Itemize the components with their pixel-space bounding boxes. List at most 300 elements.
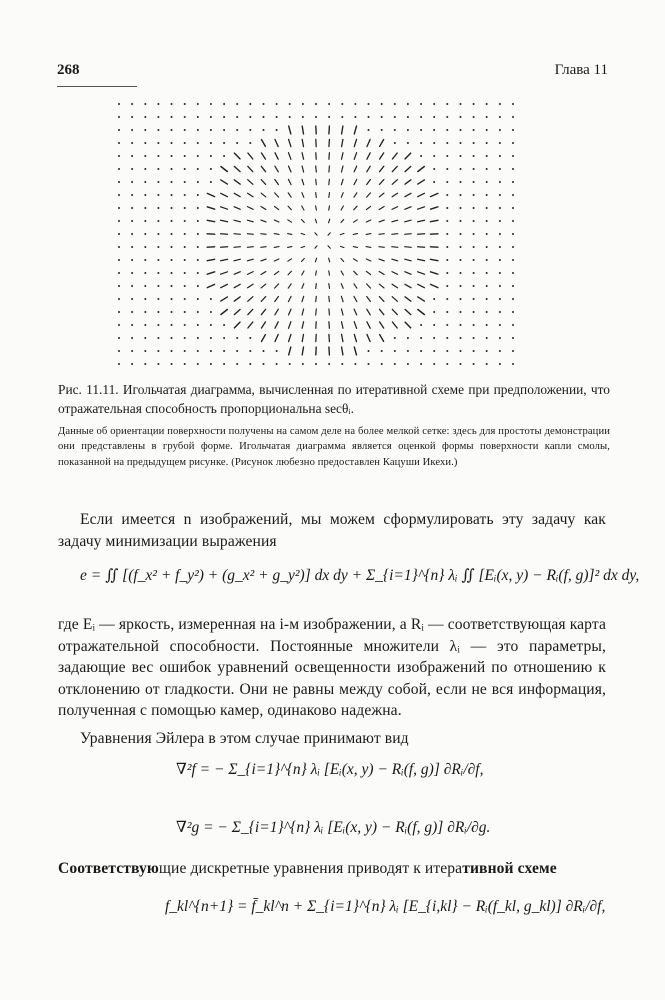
needle [342, 347, 343, 355]
needle [405, 166, 411, 171]
grid-dot [197, 103, 199, 105]
grid-dot [381, 129, 383, 131]
needle [405, 153, 411, 159]
grid-dot [184, 181, 186, 183]
grid-dot [512, 246, 514, 248]
needle [379, 220, 384, 222]
grid-dot [499, 207, 501, 209]
grid-dot [197, 220, 199, 222]
needle [261, 259, 266, 261]
needle [405, 322, 411, 328]
needle [354, 259, 358, 261]
needle [248, 322, 253, 328]
needle [207, 259, 215, 260]
needle [405, 309, 411, 314]
grid-dot [499, 272, 501, 274]
needle [289, 322, 291, 329]
grid-dot [473, 285, 475, 287]
grid-dot [263, 129, 265, 131]
needle [234, 180, 240, 184]
needle [354, 322, 356, 329]
grid-dot [512, 168, 514, 170]
paragraph-2: где Eᵢ — яркость, измеренная на i-м изображении, а Rᵢ — соответствующая карта отражательной способности. Постоянные множители λᵢ — это параметры, задающие вес ошибок уравнений освещенности изображений по отношению к отклонению от гладкости. Они не равны между собой, если не вся информация, полученная с помощью камер, одинаково надежна. [58, 616, 606, 720]
needle [379, 259, 384, 261]
equation-4: f_kl^{n+1} = f̄_kl^n + Σ_{i=1}^{n} λᵢ [E_{i,kl} − Rᵢ(f_kl, g_kl)] ∂Rᵢ/∂f, [165, 898, 606, 915]
grid-dot [460, 233, 462, 235]
grid-dot [381, 350, 383, 352]
grid-dot [144, 350, 146, 352]
needle [221, 167, 227, 172]
grid-dot [473, 350, 475, 352]
needle [380, 153, 384, 159]
grid-dot [486, 363, 488, 365]
needle [274, 259, 279, 261]
grid-dot [381, 363, 383, 365]
grid-dot [276, 129, 278, 131]
grid-dot [171, 233, 173, 235]
needle [302, 259, 305, 262]
needle [262, 140, 266, 147]
needle [207, 272, 215, 274]
grid-dot [407, 350, 409, 352]
needle [329, 219, 330, 223]
grid-dot [499, 350, 501, 352]
grid-dot [446, 181, 448, 183]
grid-dot [446, 233, 448, 235]
grid-dot [210, 181, 212, 183]
grid-dot [184, 285, 186, 287]
grid-dot [276, 350, 278, 352]
needle [329, 126, 330, 134]
grid-dot [499, 168, 501, 170]
needle [274, 234, 279, 235]
grid-dot [118, 142, 120, 144]
grid-dot [473, 363, 475, 365]
grid-dot [171, 220, 173, 222]
grid-dot [118, 168, 120, 170]
needle [302, 296, 304, 301]
needle [316, 179, 317, 184]
needle [221, 284, 228, 287]
grid-dot [118, 220, 120, 222]
needle [247, 220, 253, 222]
grid-dot [144, 246, 146, 248]
grid-dot [184, 272, 186, 274]
grid-dot [131, 116, 133, 118]
needle [301, 246, 305, 247]
grid-dot [144, 142, 146, 144]
paragraph-4-bold-end: тивной схеме [462, 860, 557, 877]
grid-dot [446, 363, 448, 365]
grid-dot [446, 129, 448, 131]
grid-dot [512, 363, 514, 365]
grid-dot [171, 129, 173, 131]
grid-dot [171, 116, 173, 118]
grid-dot [131, 181, 133, 183]
grid-dot [486, 220, 488, 222]
needle [288, 296, 291, 301]
needle [366, 220, 371, 222]
needle [342, 166, 344, 172]
grid-dot [249, 350, 251, 352]
grid-dot [171, 311, 173, 313]
needle [261, 234, 266, 235]
needle [379, 297, 384, 302]
grid-dot [171, 259, 173, 261]
paragraph-4-bold-start: Соответствую [58, 860, 159, 877]
grid-dot [354, 116, 356, 118]
needle [380, 166, 384, 171]
needle [315, 258, 316, 262]
grid-dot [328, 116, 330, 118]
grid-dot [486, 337, 488, 339]
grid-dot [184, 129, 186, 131]
grid-dot [354, 363, 356, 365]
grid-dot [276, 103, 278, 105]
grid-dot [512, 311, 514, 313]
grid-dot [131, 246, 133, 248]
needle [341, 271, 343, 275]
needle [392, 297, 397, 302]
needle [316, 271, 317, 275]
grid-dot [499, 116, 501, 118]
grid-dot [171, 298, 173, 300]
needle [354, 284, 357, 288]
grid-dot [473, 324, 475, 326]
needle [367, 180, 371, 185]
grid-dot [499, 259, 501, 261]
grid-dot [131, 168, 133, 170]
grid-dot [210, 142, 212, 144]
grid-dot [157, 272, 159, 274]
needle [302, 347, 303, 355]
grid-dot [210, 103, 212, 105]
needle [367, 297, 371, 302]
grid-dot [184, 155, 186, 157]
grid-dot [446, 103, 448, 105]
grid-dot [131, 259, 133, 261]
needle [379, 207, 384, 210]
needle [366, 247, 371, 248]
needle [261, 207, 266, 210]
grid-dot [486, 324, 488, 326]
grid-dot [420, 116, 422, 118]
needle [392, 153, 397, 159]
needle [261, 193, 266, 197]
grid-dot [289, 116, 291, 118]
grid-dot [236, 116, 238, 118]
grid-dot [144, 181, 146, 183]
grid-dot [420, 129, 422, 131]
needle [379, 193, 384, 197]
needle [275, 180, 279, 185]
grid-dot [420, 155, 422, 157]
grid-dot [499, 194, 501, 196]
grid-dot [433, 363, 435, 365]
grid-dot [157, 207, 159, 209]
grid-dot [144, 116, 146, 118]
needle [405, 284, 411, 287]
grid-dot [512, 272, 514, 274]
grid-dot [144, 129, 146, 131]
needle [234, 220, 240, 222]
grid-dot [315, 363, 317, 365]
grid-dot [171, 207, 173, 209]
grid-dot [512, 194, 514, 196]
grid-dot [499, 324, 501, 326]
grid-dot [499, 285, 501, 287]
grid-dot [512, 233, 514, 235]
needle [329, 284, 330, 289]
grid-dot [263, 350, 265, 352]
grid-dot [486, 350, 488, 352]
needle [366, 206, 370, 209]
grid-dot [210, 363, 212, 365]
grid-dot [512, 181, 514, 183]
needle [418, 193, 425, 196]
grid-dot [210, 168, 212, 170]
grid-dot [486, 311, 488, 313]
needle [275, 271, 279, 274]
needle [221, 310, 227, 315]
grid-dot [210, 337, 212, 339]
grid-dot [144, 298, 146, 300]
grid-dot [420, 103, 422, 105]
grid-dot [210, 350, 212, 352]
grid-dot [512, 337, 514, 339]
paragraph-4-mid: щие дискретные уравнения приводят к итера [158, 860, 463, 877]
grid-dot [223, 142, 225, 144]
needle [234, 153, 240, 159]
needle [329, 347, 330, 355]
grid-dot [276, 363, 278, 365]
grid-dot [118, 259, 120, 261]
needle [342, 153, 344, 160]
needle [329, 334, 330, 341]
needle [288, 271, 291, 275]
grid-dot [131, 129, 133, 131]
grid-dot [446, 324, 448, 326]
needle [316, 193, 317, 198]
grid-dot [433, 337, 435, 339]
grid-dot [486, 233, 488, 235]
grid-dot [157, 298, 159, 300]
grid-dot [341, 116, 343, 118]
grid-dot [328, 103, 330, 105]
grid-dot [118, 337, 120, 339]
needle [288, 206, 291, 210]
grid-dot [473, 207, 475, 209]
needle [392, 322, 397, 328]
grid-dot [210, 116, 212, 118]
grid-dot [131, 142, 133, 144]
grid-dot [433, 324, 435, 326]
needle [275, 140, 278, 147]
needle [379, 180, 384, 185]
grid-dot [263, 116, 265, 118]
grid-dot [144, 363, 146, 365]
needle [418, 284, 425, 287]
grid-dot [171, 324, 173, 326]
grid-dot [460, 324, 462, 326]
grid-dot [197, 259, 199, 261]
grid-dot [460, 142, 462, 144]
grid-dot [512, 220, 514, 222]
equation-3: ∇²g = − Σ_{i=1}^{n} λᵢ [Eᵢ(x, y) − Rᵢ(f, g)] ∂Rᵢ/∂g. [176, 819, 491, 836]
grid-dot [157, 246, 159, 248]
grid-dot [460, 272, 462, 274]
needle [221, 259, 228, 260]
needle [261, 166, 265, 171]
needle [302, 179, 304, 184]
grid-dot [157, 259, 159, 261]
grid-dot [473, 129, 475, 131]
grid-dot [394, 363, 396, 365]
needle [329, 193, 330, 198]
grid-dot [460, 337, 462, 339]
grid-dot [157, 103, 159, 105]
grid-dot [446, 259, 448, 261]
grid-dot [473, 194, 475, 196]
needle [234, 193, 240, 196]
grid-dot [486, 285, 488, 287]
grid-dot [249, 129, 251, 131]
needle [379, 272, 384, 275]
needle [405, 207, 411, 210]
grid-dot [157, 350, 159, 352]
needle [221, 207, 228, 209]
needle [380, 140, 384, 147]
grid-dot [184, 363, 186, 365]
grid-dot [446, 298, 448, 300]
grid-dot [118, 324, 120, 326]
needle [418, 180, 425, 184]
needle [288, 179, 291, 184]
grid-dot [223, 129, 225, 131]
grid-dot [144, 220, 146, 222]
needle [302, 206, 304, 210]
grid-dot [131, 350, 133, 352]
needle [275, 335, 278, 342]
grid-dot [171, 272, 173, 274]
grid-dot [407, 103, 409, 105]
grid-dot [394, 350, 396, 352]
grid-dot [144, 337, 146, 339]
grid-dot [499, 220, 501, 222]
grid-dot [118, 181, 120, 183]
grid-dot [157, 116, 159, 118]
needle [366, 271, 370, 274]
needle [275, 309, 278, 315]
grid-dot [157, 324, 159, 326]
grid-dot [236, 363, 238, 365]
grid-dot [210, 298, 212, 300]
grid-dot [144, 233, 146, 235]
needle [405, 234, 412, 235]
grid-dot [249, 337, 251, 339]
needle [302, 193, 304, 198]
grid-dot [460, 207, 462, 209]
grid-dot [184, 246, 186, 248]
grid-dot [473, 116, 475, 118]
grid-dot [157, 285, 159, 287]
needle-diagram [113, 98, 519, 370]
needle [316, 206, 317, 210]
grid-dot [381, 103, 383, 105]
grid-dot [197, 324, 199, 326]
grid-dot [184, 194, 186, 196]
grid-dot [197, 194, 199, 196]
grid-dot [157, 168, 159, 170]
needle [354, 126, 356, 134]
grid-dot [171, 194, 173, 196]
grid-dot [473, 155, 475, 157]
grid-dot [341, 103, 343, 105]
needle [431, 207, 438, 209]
grid-dot [236, 350, 238, 352]
needle [329, 153, 330, 160]
grid-dot [171, 168, 173, 170]
needle-diagram-svg [113, 98, 519, 370]
grid-dot [144, 311, 146, 313]
grid-dot [512, 103, 514, 105]
needle [234, 207, 240, 210]
grid-dot [433, 129, 435, 131]
grid-dot [197, 311, 199, 313]
grid-dot [131, 324, 133, 326]
needle [342, 126, 343, 134]
grid-dot [118, 155, 120, 157]
grid-dot [407, 129, 409, 131]
grid-dot [118, 194, 120, 196]
needle [275, 322, 278, 328]
grid-dot [499, 129, 501, 131]
needle [247, 259, 253, 261]
grid-dot [460, 285, 462, 287]
grid-dot [197, 168, 199, 170]
chapter-title: Глава 11 [554, 62, 608, 78]
needle [367, 284, 371, 288]
grid-dot [446, 168, 448, 170]
needle [302, 322, 304, 329]
grid-dot [486, 129, 488, 131]
needle [379, 234, 384, 235]
grid-dot [460, 155, 462, 157]
grid-dot [302, 103, 304, 105]
grid-dot [460, 311, 462, 313]
grid-dot [315, 116, 317, 118]
needle [367, 335, 370, 342]
needle [329, 206, 330, 210]
grid-dot [446, 155, 448, 157]
grid-dot [118, 350, 120, 352]
needle [248, 153, 253, 159]
grid-dot [446, 272, 448, 274]
needle [221, 272, 228, 274]
grid-dot [263, 363, 265, 365]
needle [275, 206, 279, 209]
needle [248, 284, 253, 288]
grid-dot [249, 142, 251, 144]
needle [234, 272, 240, 275]
grid-dot [171, 142, 173, 144]
needle [234, 322, 240, 328]
grid-dot [144, 259, 146, 261]
grid-dot [197, 246, 199, 248]
grid-dot [157, 233, 159, 235]
needle [380, 335, 384, 342]
needle [248, 272, 254, 275]
